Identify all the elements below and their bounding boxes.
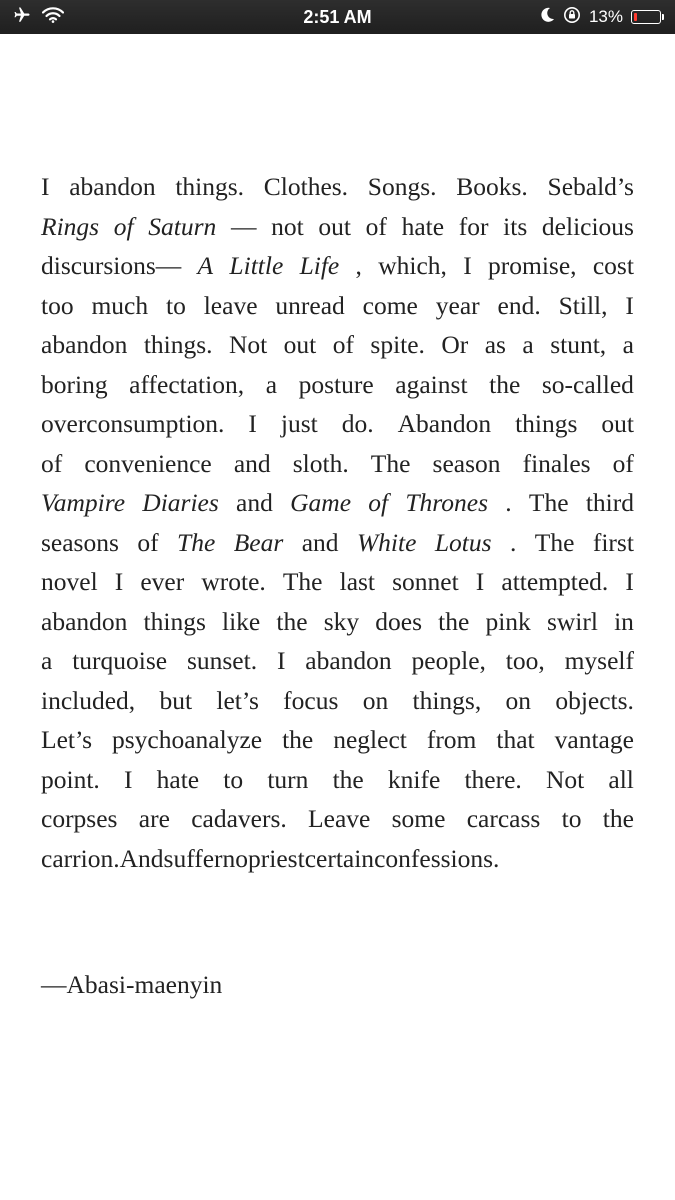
word: corpses xyxy=(41,804,118,833)
italic-title: Bear xyxy=(233,527,284,557)
word: pink xyxy=(485,606,531,636)
word: that xyxy=(496,725,535,754)
word: spite. xyxy=(370,330,425,359)
word: abandon xyxy=(69,172,156,201)
text-line xyxy=(41,246,634,286)
word: a xyxy=(622,330,634,359)
word: against xyxy=(395,369,468,399)
word: vantage xyxy=(554,725,634,754)
word: finales xyxy=(522,448,591,478)
italic-title: Vampire xyxy=(41,488,126,517)
essay-passage xyxy=(41,167,634,878)
word: leave xyxy=(203,290,258,320)
word: just xyxy=(280,409,318,438)
word: neglect xyxy=(333,725,407,754)
word: for xyxy=(458,211,489,241)
word: priest xyxy=(248,843,305,873)
word: cost xyxy=(592,251,634,280)
word: unread xyxy=(275,290,345,320)
word: point. xyxy=(41,764,100,794)
word: certain xyxy=(304,843,375,873)
word: things. xyxy=(143,330,213,359)
word: hate xyxy=(401,211,445,241)
word: I xyxy=(114,567,124,596)
word: I xyxy=(475,567,485,596)
word: sky xyxy=(323,606,360,636)
word: objects. xyxy=(555,685,634,715)
text-line xyxy=(41,286,634,326)
word: promise, xyxy=(488,251,577,280)
word: the xyxy=(602,804,634,833)
text-line xyxy=(41,523,634,563)
word: first xyxy=(592,527,634,557)
word: like xyxy=(222,606,261,636)
text-line xyxy=(41,325,634,365)
word: a xyxy=(265,369,278,399)
word: carcass xyxy=(466,804,541,833)
word: but xyxy=(159,685,193,715)
word: delicious xyxy=(541,211,634,241)
word: to xyxy=(166,290,186,320)
word: the xyxy=(276,606,308,636)
word: season xyxy=(432,448,501,478)
word: end. xyxy=(497,290,541,320)
word: . xyxy=(509,527,517,557)
italic-title: of xyxy=(368,488,389,517)
word: sonnet xyxy=(392,567,459,596)
italic-title: of xyxy=(113,211,134,241)
word: the xyxy=(282,725,314,754)
text-line xyxy=(41,602,634,642)
word: the xyxy=(332,764,364,794)
word: the xyxy=(438,606,470,636)
word: as xyxy=(484,330,506,359)
status-bar xyxy=(0,0,675,34)
word: there. xyxy=(464,764,522,794)
battery-icon xyxy=(631,10,661,24)
word: I xyxy=(248,409,257,438)
italic-title: Diaries xyxy=(142,488,219,517)
italic-title: The xyxy=(177,527,216,557)
italic-title: White xyxy=(356,527,417,557)
text-line xyxy=(41,720,634,760)
word: Books. xyxy=(456,172,528,201)
word: so-called xyxy=(541,369,634,399)
italic-title: A xyxy=(197,251,214,280)
word: of xyxy=(612,448,634,478)
text-line xyxy=(41,641,634,681)
word: Abandon xyxy=(397,409,492,438)
word: myself xyxy=(564,646,634,675)
word: year xyxy=(435,290,480,320)
word: and xyxy=(301,527,339,557)
word: out xyxy=(601,409,634,438)
word: boring xyxy=(41,369,108,399)
word: turquoise xyxy=(72,646,168,675)
text-line xyxy=(41,483,634,523)
word: things xyxy=(515,409,578,438)
moon-icon xyxy=(541,7,555,28)
text-line xyxy=(41,444,634,484)
word: from xyxy=(426,725,477,754)
word: abandon xyxy=(305,646,392,675)
word: convenience xyxy=(84,448,212,478)
italic-title: Saturn xyxy=(148,211,217,241)
word: of xyxy=(332,330,354,359)
word: seasons xyxy=(41,527,119,557)
word: turn xyxy=(267,764,309,794)
word: knife xyxy=(387,764,441,794)
word: Not xyxy=(545,764,585,794)
word: on xyxy=(505,685,532,715)
word: — xyxy=(230,211,257,241)
word: third xyxy=(585,488,634,517)
word: ever xyxy=(140,567,185,596)
word: too, xyxy=(505,646,545,675)
word: posture xyxy=(298,369,374,399)
word: out xyxy=(283,330,317,359)
word: , xyxy=(355,251,362,280)
word: things xyxy=(143,606,206,636)
word: The xyxy=(282,567,323,596)
word: things, xyxy=(412,685,482,715)
word: Clothes. xyxy=(263,172,349,201)
word: focus xyxy=(283,685,339,715)
word: I xyxy=(625,567,634,596)
word: I xyxy=(276,646,286,675)
word: novel xyxy=(41,567,98,596)
word: and xyxy=(233,448,271,478)
text-line xyxy=(41,207,634,247)
word: included, xyxy=(41,685,136,715)
word: are xyxy=(138,804,170,833)
word: Let’s xyxy=(41,725,92,754)
word: on xyxy=(362,685,389,715)
italic-title: Little xyxy=(229,251,284,280)
text-line xyxy=(41,799,634,839)
battery-percent: 13% xyxy=(588,7,623,26)
word: a xyxy=(522,330,534,359)
italic-title: Life xyxy=(299,251,340,280)
word: I xyxy=(41,172,50,201)
word: abandon xyxy=(41,606,128,636)
word: which, xyxy=(378,251,447,280)
word: I xyxy=(463,251,472,280)
text-line xyxy=(41,562,634,602)
word: of xyxy=(137,527,159,557)
word: wrote. xyxy=(201,567,266,596)
text-line xyxy=(41,365,634,405)
text-line xyxy=(41,681,634,721)
word: I xyxy=(625,290,634,320)
word: out xyxy=(318,211,351,241)
word: Songs. xyxy=(367,172,437,201)
word: confessions. xyxy=(374,843,500,873)
word: its xyxy=(503,211,528,241)
word: a xyxy=(41,646,53,675)
word: Not xyxy=(228,330,268,359)
italic-title: Lotus xyxy=(434,527,492,557)
battery-level-fill xyxy=(634,13,637,21)
word: cadavers. xyxy=(191,804,287,833)
word: Still, xyxy=(558,290,608,320)
text-line xyxy=(41,839,634,879)
word: some xyxy=(391,804,446,833)
word: does xyxy=(375,606,423,636)
word: of xyxy=(41,448,63,478)
word: stunt, xyxy=(550,330,607,359)
word: Sebald’s xyxy=(547,172,634,201)
word: suffer xyxy=(163,843,223,873)
orientation-lock-icon xyxy=(563,6,581,29)
word: And xyxy=(119,843,164,873)
status-time: 2:51 AM xyxy=(303,7,372,27)
word: much xyxy=(91,290,149,320)
word: people, xyxy=(411,646,486,675)
word: things. xyxy=(175,172,245,201)
word: hate xyxy=(156,764,200,794)
word: no xyxy=(222,843,249,873)
word: come xyxy=(362,290,418,320)
word: affectation, xyxy=(129,369,245,399)
word: sunset. xyxy=(186,646,258,675)
word: swirl xyxy=(546,606,598,636)
italic-title: Game xyxy=(290,488,352,517)
word: abandon xyxy=(41,330,128,359)
italic-title: Thrones xyxy=(405,488,489,517)
word: last xyxy=(339,567,376,596)
word: Leave xyxy=(308,804,371,833)
text-line xyxy=(41,404,634,444)
word: The xyxy=(534,527,575,557)
word: of xyxy=(365,211,387,241)
word: discursions— xyxy=(41,251,182,280)
text-line xyxy=(41,760,634,800)
italic-title: Rings xyxy=(41,211,100,241)
word: sloth. xyxy=(292,448,349,478)
word: overconsumption. xyxy=(41,409,225,438)
word: carrion. xyxy=(41,843,120,873)
word: . xyxy=(505,488,512,517)
word: to xyxy=(223,764,244,794)
word: Or xyxy=(441,330,469,359)
status-right-icons xyxy=(541,6,661,28)
word: all xyxy=(608,764,634,794)
word: do. xyxy=(341,409,374,438)
word: psychoanalyze xyxy=(111,725,263,754)
word: not xyxy=(271,211,304,241)
word: attempted. xyxy=(501,567,609,596)
author-signature: —Abasi-maenyin xyxy=(41,970,223,999)
text-line xyxy=(41,167,634,207)
word: let’s xyxy=(216,685,259,715)
word: to xyxy=(561,804,582,833)
word: The xyxy=(528,488,569,517)
word: the xyxy=(489,369,521,399)
word: and xyxy=(236,488,273,517)
word: in xyxy=(614,606,634,636)
word: I xyxy=(123,764,133,794)
word: too xyxy=(41,290,74,320)
word: The xyxy=(370,448,411,478)
